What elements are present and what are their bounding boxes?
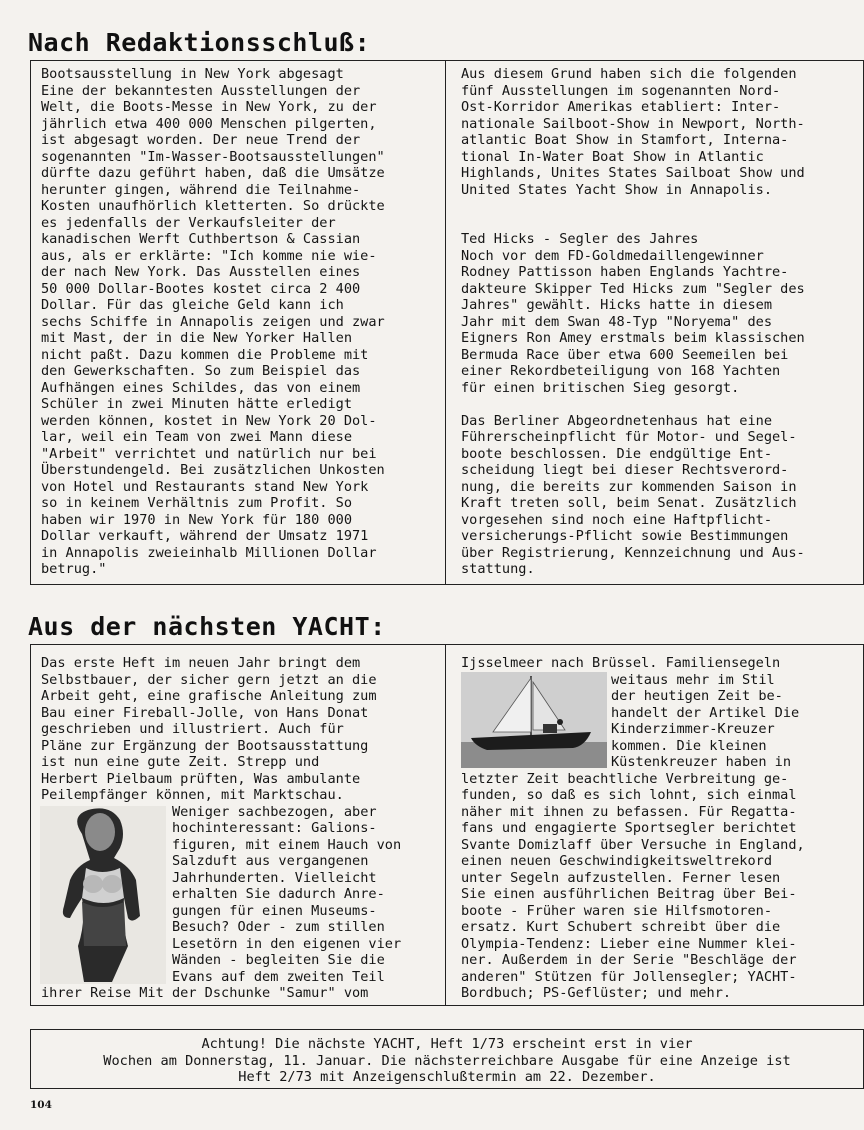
- text-line: Jahr mit dem Swan 48-Typ "Noryema" des: [461, 313, 772, 330]
- text-line: mit Mast, der in die New Yorker Hallen: [41, 330, 352, 346]
- text-line: in Annapolis zweieinhalb Millionen Dollar: [41, 544, 377, 561]
- text-line: boote beschlossen. Die endgültige Ent-: [461, 445, 772, 462]
- text-line: unter Segeln aufzustellen. Ferner lesen: [461, 869, 781, 886]
- text-line: ist abgesagt worden. Der neue Trend der: [41, 132, 361, 148]
- text-line: Welt, die Boots-Messe in New York, zu der: [41, 99, 377, 115]
- section-heading-next-yacht: Aus der nächsten YACHT:: [28, 612, 386, 641]
- text-line: Bootsausstellung in New York abgesagt: [41, 66, 344, 82]
- column-left-news: [41, 66, 385, 578]
- text-line: Schüler in zwei Minuten hätte erledigt: [41, 396, 352, 412]
- text-line: Jahrhunderten. Vielleicht: [172, 869, 377, 886]
- text-line: lar, weil ein Team von zwei Mann diese: [41, 429, 352, 445]
- column-right-wrap: [611, 672, 799, 771]
- text-line: Dollar. Für das gleiche Geld kann ich: [41, 297, 344, 313]
- text-line: ner. Außerdem in der Serie "Beschläge der: [461, 952, 797, 968]
- text-line: fünf Ausstellungen im sogenannten Nord-: [461, 82, 781, 99]
- text-line: United States Yacht Show in Annapolis.: [461, 181, 772, 198]
- column-right-first: [461, 655, 780, 672]
- text-line: "Arbeit" verrichtet und natürlich nur bei: [41, 445, 377, 462]
- text-line: Kinderzimmer-Kreuzer: [611, 721, 775, 737]
- text-line: Ost-Korridor Amerikas etabliert: Inter-: [461, 99, 781, 115]
- text-line: 50 000 Dollar-Bootes kostet circa 2 400: [41, 280, 361, 297]
- text-line: sechs Schiffe in Annapolis zeigen und zwar: [41, 313, 385, 330]
- text-line: ist nun eine gute Zeit. Strepp und: [41, 754, 320, 770]
- notice-line: Achtung! Die nächste YACHT, Heft 1/73 erscheint erst in vier: [201, 1036, 693, 1052]
- text-line: der heutigen Zeit be-: [611, 688, 783, 704]
- text-line: ihrer Reise Mit der Dschunke "Samur" vom: [41, 985, 369, 1001]
- text-line: einer Rekordbeteiligung von 168 Yachten: [461, 363, 781, 379]
- sailboat-image: [461, 672, 607, 768]
- text-line: von Hotel und Restaurants stand New York: [41, 478, 369, 495]
- text-line: handelt der Artikel Die: [611, 704, 800, 721]
- text-line: fans und engagierte Sportsegler berichtet: [461, 820, 797, 836]
- text-line: funden, so daß es sich lohnt, sich einmal: [461, 787, 797, 803]
- text-line: weitaus mehr im Stil: [611, 671, 775, 688]
- text-line: Das erste Heft im neuen Jahr bringt dem: [41, 655, 361, 671]
- text-line: gungen für einen Museums-: [172, 902, 377, 919]
- text-line: sogenannten "Im-Wasser-Bootsausstellungen": [41, 148, 385, 165]
- text-line: Svante Domizlaff über Versuche in England,: [461, 836, 805, 853]
- text-line: Eigners Ron Amey erstmals beim klassischen: [461, 330, 805, 346]
- text-line: Weniger sachbezogen, aber: [172, 803, 377, 820]
- text-line: Jahres" gewählt. Hicks hatte in diesem: [461, 297, 772, 313]
- text-line: Selbstbauer, der sicher gern jetzt an die: [41, 671, 377, 688]
- text-line: nationale Sailboot-Show in Newport, North-: [461, 115, 805, 132]
- text-line: hochinteressant: Galions-: [172, 820, 377, 836]
- text-line: Bau einer Fireball-Jolle, von Hans Donat: [41, 704, 369, 721]
- text-line: erhalten Sie dadurch Anre-: [172, 886, 385, 902]
- text-line: näher mit ihnen zu befassen. Für Regatta-: [461, 803, 797, 820]
- text-line: nicht paßt. Dazu kommen die Probleme mit: [41, 346, 369, 363]
- text-line: vorgesehen sind noch eine Haftpflicht-: [461, 511, 772, 528]
- text-line: Kraft treten soll, beim Senat. Zusätzlich: [461, 495, 797, 511]
- text-line: figuren, mit einem Hauch von: [172, 836, 402, 853]
- text-line: jährlich etwa 400 000 Menschen pilgerten,: [41, 115, 377, 132]
- column-right-news: [461, 66, 805, 578]
- text-line: aus, als er erklärte: "Ich komme nie wie-: [41, 247, 377, 264]
- text-line: tional In-Water Boat Show in Atlantic: [461, 148, 764, 165]
- text-line: [461, 396, 805, 413]
- text-line: Das Berliner Abgeordnetenhaus hat eine: [461, 412, 772, 429]
- text-line: den Gewerkschaften. So zum Beispiel das: [41, 363, 361, 379]
- text-line: kanadischen Werft Cuthbertson & Cassian: [41, 231, 361, 247]
- text-line: dürfte dazu geführt haben, daß die Umsätze: [41, 165, 385, 181]
- text-line: für einen britischen Sieg gesorgt.: [461, 379, 740, 396]
- text-line: Bordbuch; PS-Geflüster; und mehr.: [461, 985, 732, 1001]
- section-heading-redaktionsschluss: Nach Redaktionsschluß:: [28, 28, 371, 57]
- text-line: Sie einen ausführlichen Beitrag über Bei-: [461, 886, 797, 902]
- text-line: Rodney Pattisson haben Englands Yachtre-: [461, 264, 789, 280]
- text-line: Pläne zur Ergänzung der Bootsausstattung: [41, 737, 369, 754]
- text-line: Kosten unaufhörlich kletterten. So drückte: [41, 198, 385, 214]
- text-line: Wänden - begleiten Sie die: [172, 952, 385, 968]
- text-line: nung, die bereits zur kommenden Saison in: [461, 478, 797, 495]
- notice-line: Heft 2/73 mit Anzeigenschlußtermin am 22. Dezember.: [238, 1069, 656, 1085]
- text-line: über Registrierung, Kennzeichnung und Aus-: [461, 544, 805, 561]
- column-left-wrap: [172, 804, 401, 986]
- text-line: anderen" Stützen für Jollensegler; YACHT-: [461, 968, 797, 985]
- text-line: versicherungs-Pflicht sowie Bestimmungen: [461, 528, 789, 544]
- text-line: Führerscheinpflicht für Motor- und Segel-: [461, 429, 797, 445]
- text-line: letzter Zeit beachtliche Verbreitung ge-: [461, 770, 789, 787]
- text-line: [461, 198, 805, 215]
- column-left-preview: [41, 655, 377, 804]
- text-line: Noch vor dem FD-Goldmedaillengewinner: [461, 247, 764, 264]
- page-number: 104: [30, 1099, 52, 1111]
- text-line: es jedenfalls der Verkaufsleiter der: [41, 214, 336, 231]
- figurehead-image: [40, 806, 166, 984]
- text-line: herunter gingen, während die Teilnahme-: [41, 181, 361, 198]
- column-left-last: [41, 985, 368, 1002]
- text-line: boote - Früher waren sie Hilfsmotoren-: [461, 902, 772, 919]
- text-line: Überstundengeld. Bei zusätzlichen Unkosten: [41, 462, 385, 478]
- text-line: kommen. Die kleinen: [611, 737, 767, 754]
- text-line: Lesetörn in den eigenen vier: [172, 935, 402, 952]
- text-line: Eine der bekanntesten Ausstellungen der: [41, 82, 361, 99]
- text-line: Olympia-Tendenz: Lieber eine Nummer klei-: [461, 935, 797, 952]
- text-line: werden können, kostet in New York 20 Dol-: [41, 412, 377, 429]
- text-line: Besuch? Oder - zum stillen: [172, 919, 385, 935]
- text-line: stattung.: [461, 561, 535, 577]
- text-line: [461, 215, 805, 232]
- text-line: Bermuda Race über etwa 600 Seemeilen bei: [461, 346, 789, 363]
- column-divider: [445, 645, 446, 1005]
- text-line: haben wir 1970 in New York für 180 000: [41, 511, 352, 528]
- text-line: Peilempfänger können, mit Marktschau.: [41, 787, 344, 803]
- column-right-preview: [461, 771, 805, 1002]
- column-divider: [445, 61, 446, 584]
- text-line: Evans auf dem zweiten Teil: [172, 968, 385, 985]
- text-line: Küstenkreuzer haben in: [611, 754, 792, 770]
- text-line: geschrieben und illustriert. Auch für: [41, 721, 344, 737]
- text-line: der nach New York. Das Ausstellen eines: [41, 264, 361, 280]
- text-line: ersatz. Kurt Schubert schreibt über die: [461, 919, 781, 935]
- text-line: einen neuen Geschwindigkeitsweltrekord: [461, 853, 772, 869]
- text-line: scheidung liegt bei dieser Rechtsverord-: [461, 462, 789, 478]
- text-line: Aus diesem Grund haben sich die folgenden: [461, 66, 797, 82]
- notice-box: [30, 1029, 864, 1089]
- text-line: dakteure Skipper Ted Hicks zum "Segler des: [461, 280, 805, 297]
- text-line: Ted Hicks - Segler des Jahres: [461, 231, 699, 247]
- text-line: atlantic Boat Show in Stamfort, Interna-: [461, 132, 789, 148]
- text-line: Aufhängen eines Schildes, das von einem: [41, 379, 361, 396]
- notice-line: Wochen am Donnerstag, 11. Januar. Die nächsterreichbare Ausgabe für eine Anzeige ist: [103, 1052, 791, 1069]
- text-line: Dollar verkauft, während der Umsatz 1971: [41, 528, 369, 544]
- text-line: so in keinem Verhältnis zum Profit. So: [41, 495, 352, 511]
- text-line: Highlands, Unites States Sailboat Show und: [461, 165, 805, 181]
- text-line: Arbeit geht, eine grafische Anleitung zum: [41, 688, 377, 704]
- text-line: betrug.": [41, 561, 107, 577]
- text-line: Salzduft aus vergangenen: [172, 853, 369, 869]
- text-line: Ijsselmeer nach Brüssel. Familiensegeln: [461, 655, 781, 671]
- text-line: Herbert Pielbaum prüften, Was ambulante: [41, 770, 361, 787]
